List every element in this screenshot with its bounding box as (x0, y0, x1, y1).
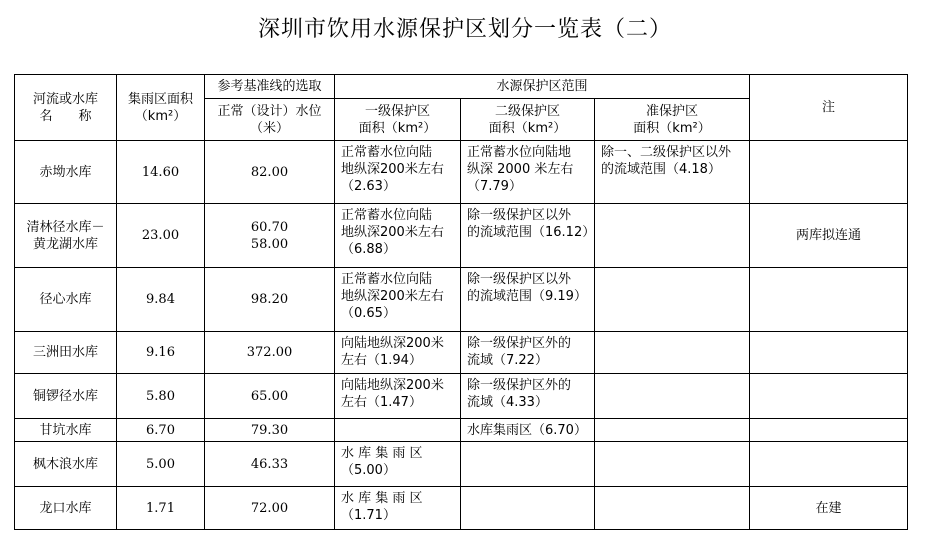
reservoir-name-cell (15, 332, 117, 374)
note-cell: 在建 (750, 487, 908, 530)
header-primary (335, 99, 461, 141)
primary-zone-cell-line: 正常蓄水位向陆 (341, 272, 433, 287)
primary-zone-cell-line: 向陆地纵深200米 (341, 336, 444, 351)
reservoir-name-cell-line: 三洲田水库 (32, 345, 98, 360)
primary-zone-cell (335, 268, 461, 332)
note-cell (750, 141, 908, 204)
secondary-zone-cell-line: 水库集雨区（6.70） (467, 423, 587, 438)
catchment-area-cell: 6.70 (117, 419, 205, 442)
secondary-zone-cell-line: （7.79） (467, 179, 522, 194)
quasi-zone-cell (595, 374, 750, 419)
catchment-area-cell: 1.71 (117, 487, 205, 530)
header-quasi-line: 面积（km²） (633, 120, 711, 136)
reservoir-name-cell-line: 甘坑水库 (39, 422, 92, 438)
water-level-cell-line: 79.30 (250, 422, 289, 438)
header-water-level (205, 99, 335, 141)
primary-zone-cell-line: 地纵深200米左右 (341, 225, 444, 240)
secondary-zone-cell-line: 除一级保护区以外 (467, 272, 572, 287)
note-cell (750, 332, 908, 374)
secondary-zone-cell (461, 332, 595, 374)
reservoir-name-cell (15, 487, 117, 530)
quasi-zone-cell-line: 的流域范围（4.18） (601, 162, 721, 177)
reservoir-name-cell-line: 铜锣径水库 (32, 388, 98, 404)
table-row (15, 419, 908, 442)
primary-zone-cell-line: 左右（1.47） (341, 395, 422, 410)
water-level-cell (205, 419, 335, 442)
secondary-zone-cell (461, 204, 595, 268)
header-reference-group: 参考基准线的选取 (205, 75, 335, 99)
header-note: 注 (750, 75, 908, 141)
secondary-zone-cell-line: 纵深 2000 米左右 (467, 162, 574, 177)
primary-zone-cell-line: （0.65） (341, 306, 396, 321)
reservoir-name-cell (15, 141, 117, 204)
primary-zone-cell (335, 442, 461, 487)
header-level-line: 正常（设计）水位 (217, 103, 322, 119)
primary-zone-cell-line: （1.71） (341, 508, 396, 523)
quasi-zone-cell (595, 419, 750, 442)
water-level-cell-line: 65.00 (250, 388, 289, 404)
catchment-area-cell: 9.16 (117, 332, 205, 374)
header-quasi (595, 99, 750, 141)
primary-zone-cell-line: （2.63） (341, 179, 396, 194)
reservoir-name-cell (15, 204, 117, 268)
quasi-zone-cell (595, 204, 750, 268)
catchment-area-cell: 14.60 (117, 141, 205, 204)
primary-zone-cell-line: 左右（1.94） (341, 353, 422, 368)
note-cell (750, 268, 908, 332)
header-primary-line: 面积（km²） (358, 120, 437, 136)
secondary-zone-cell (461, 141, 595, 204)
table-row (15, 268, 908, 332)
table-row (15, 374, 908, 419)
primary-zone-cell-line: 正常蓄水位向陆 (341, 208, 433, 223)
water-level-cell (205, 268, 335, 332)
table-row (15, 141, 908, 204)
secondary-zone-cell-line: 正常蓄水位向陆地 (467, 145, 572, 160)
header-name-line: 河流或水库 (32, 91, 98, 107)
header-primary-line: 一级保护区 (364, 103, 430, 119)
water-level-cell (205, 487, 335, 530)
primary-zone-cell-line: （5.00） (341, 463, 396, 478)
primary-zone-cell (335, 204, 461, 268)
note-cell: 两库拟连通 (750, 204, 908, 268)
primary-zone-cell-line: 水 库 集 雨 区 (341, 446, 423, 461)
reservoir-name-cell-line: 赤坳水库 (39, 164, 92, 180)
secondary-zone-cell-line: 除一级保护区外的 (467, 336, 572, 351)
quasi-zone-cell (595, 442, 750, 487)
water-level-cell (205, 442, 335, 487)
reservoir-name-cell-line: 黄龙湖水库 (32, 236, 98, 252)
secondary-zone-cell (461, 487, 595, 530)
quasi-zone-cell (595, 332, 750, 374)
table-row (15, 204, 908, 268)
reservoir-name-cell (15, 442, 117, 487)
primary-zone-cell-line: 水 库 集 雨 区 (341, 491, 423, 506)
water-level-cell-line: 98.20 (250, 292, 289, 307)
water-level-cell (205, 374, 335, 419)
primary-zone-cell-line: 正常蓄水位向陆 (341, 145, 433, 160)
water-level-cell-line: 72.00 (250, 500, 289, 516)
page-title: 深圳市饮用水源保护区划分一览表（二） (257, 17, 672, 42)
water-level-cell (205, 141, 335, 204)
secondary-zone-cell-line: 流域（7.22） (467, 353, 548, 368)
water-level-cell-line: 82.00 (250, 164, 289, 180)
catchment-area-cell: 9.84 (117, 268, 205, 332)
secondary-zone-cell (461, 442, 595, 487)
quasi-zone-cell (595, 268, 750, 332)
secondary-zone-cell-line: 除一级保护区以外 (467, 208, 572, 223)
catchment-area-cell: 23.00 (117, 204, 205, 268)
header-secondary-line: 二级保护区 (494, 103, 560, 119)
primary-zone-cell (335, 141, 461, 204)
header-name-line: 名 称 (39, 108, 92, 124)
primary-zone-cell (335, 487, 461, 530)
reservoir-name-cell-line: 枫木浪水库 (32, 456, 98, 472)
header-secondary-line: 面积（km²） (488, 120, 567, 136)
table-row (15, 487, 908, 530)
quasi-zone-cell-line: 除一、二级保护区以外 (601, 145, 732, 160)
quasi-zone-cell (595, 487, 750, 530)
reservoir-name-cell (15, 374, 117, 419)
header-quasi-line: 准保护区 (645, 103, 698, 119)
water-level-cell-line: 60.70 (250, 219, 289, 235)
header-secondary (461, 99, 595, 141)
reservoir-name-cell (15, 419, 117, 442)
catchment-area-cell: 5.00 (117, 442, 205, 487)
water-level-cell-line: 58.00 (250, 236, 289, 252)
reservoir-name-cell (15, 268, 117, 332)
secondary-zone-cell-line: 的流域范围（9.19） (467, 289, 587, 304)
secondary-zone-cell (461, 374, 595, 419)
primary-zone-cell-line: 向陆地纵深200米 (341, 378, 444, 393)
catchment-area-cell: 5.80 (117, 374, 205, 419)
note-cell (750, 419, 908, 442)
reservoir-name-cell-line: 清林径水库－ (26, 219, 105, 235)
header-catchment (117, 75, 205, 141)
primary-zone-cell-line: （6.88） (341, 242, 396, 257)
water-level-cell (205, 332, 335, 374)
table-row (15, 332, 908, 374)
quasi-zone-cell (595, 141, 750, 204)
water-level-cell-line: 372.00 (246, 345, 293, 360)
header-protection-group: 水源保护区范围 (335, 75, 750, 99)
reservoir-name-cell-line: 径心水库 (39, 292, 92, 307)
primary-zone-cell (335, 374, 461, 419)
primary-zone-cell-line: 地纵深200米左右 (341, 162, 444, 177)
protection-zone-table (14, 74, 908, 530)
secondary-zone-cell (461, 268, 595, 332)
secondary-zone-cell-line: 流域（4.33） (467, 395, 548, 410)
water-level-cell (205, 204, 335, 268)
header-level-line: （米） (249, 120, 289, 136)
header-catchment-line: （km²） (134, 108, 187, 124)
primary-zone-cell-line: 地纵深200米左右 (341, 289, 444, 304)
note-cell (750, 374, 908, 419)
note-cell (750, 442, 908, 487)
header-name (15, 75, 117, 141)
primary-zone-cell (335, 419, 461, 442)
primary-zone-cell (335, 332, 461, 374)
secondary-zone-cell (461, 419, 595, 442)
secondary-zone-cell-line: 除一级保护区外的 (467, 378, 572, 393)
table-row (15, 442, 908, 487)
reservoir-name-cell-line: 龙口水库 (39, 500, 92, 516)
water-level-cell-line: 46.33 (250, 456, 289, 472)
secondary-zone-cell-line: 的流域范围（16.12） (467, 225, 596, 240)
header-catchment-line: 集雨区面积 (127, 91, 193, 107)
